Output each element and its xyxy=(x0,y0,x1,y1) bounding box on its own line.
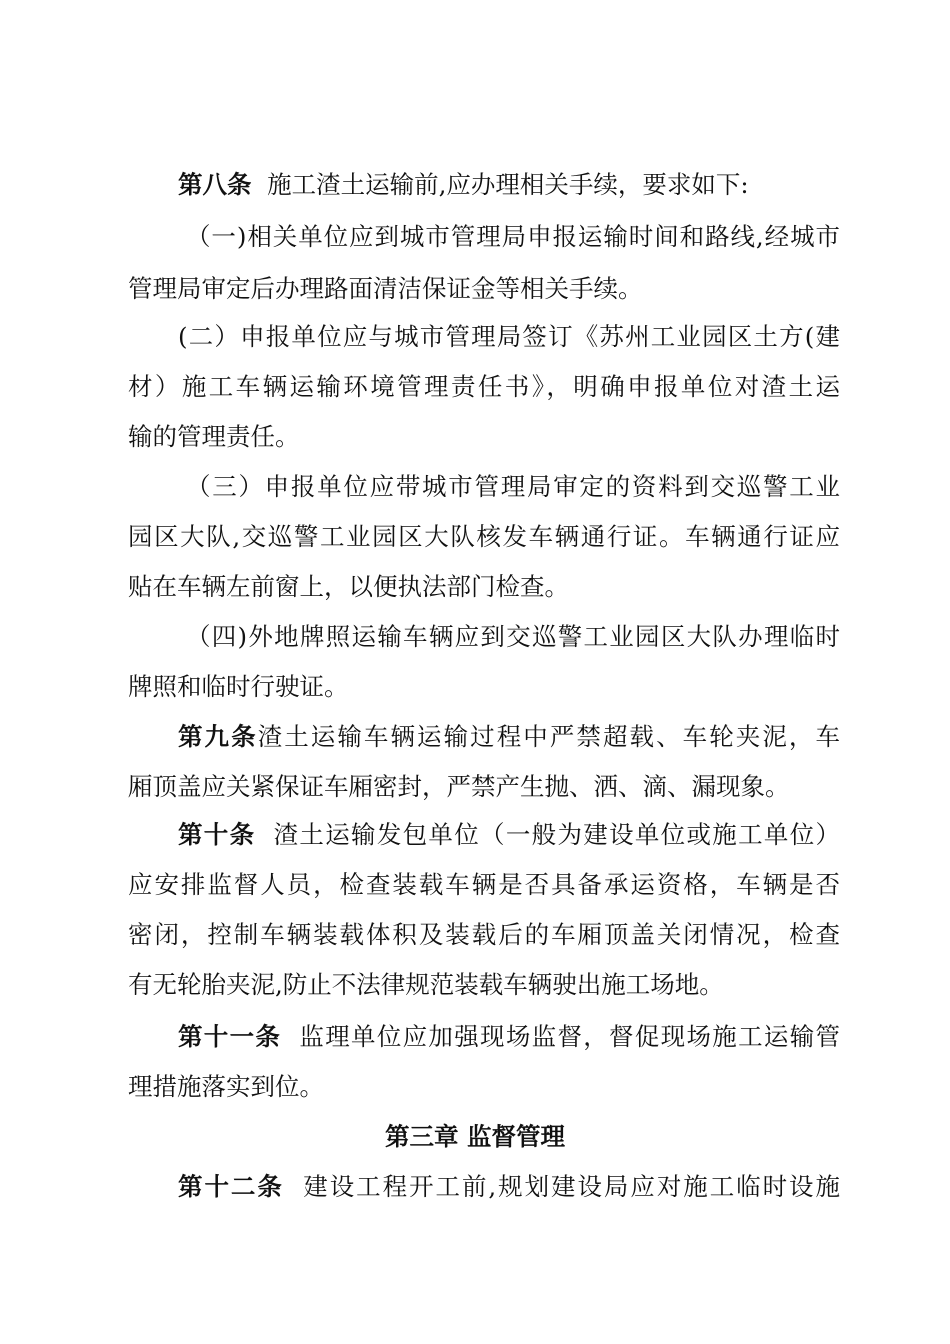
article-12-label: 第十二条 xyxy=(178,1172,284,1201)
article-9-text: 渣土运输车辆运输过程中严禁超载、车轮夹泥，车 xyxy=(257,722,840,751)
article-10-label: 第十条 xyxy=(178,820,256,849)
article-8-item-2-line-1: (二）申报单位应与城市管理局签订《苏州工业园区土方(建 xyxy=(178,322,840,351)
article-12-line-1 xyxy=(178,1162,840,1212)
article-9-line-2: 厢顶盖应关紧保证车厢密封，严禁产生抛、洒、滴、漏现象。 xyxy=(128,772,790,801)
article-8-line-1 xyxy=(178,160,840,210)
article-9-label: 第九条 xyxy=(178,722,258,751)
article-11-text: 监理单位应加强现场监督，督促现场施工运输管 xyxy=(299,1022,840,1051)
article-11-line-1 xyxy=(178,1012,840,1062)
article-8-item-4-line-1: （四)外地牌照运输车辆应到交巡警工业园区大队办理临时 xyxy=(186,622,840,651)
chapter-3-heading: 第三章 监督管理 xyxy=(384,1122,566,1151)
article-10-line-3: 密闭，控制车辆装载体积及装载后的车厢顶盖关闭情况，检查 xyxy=(128,920,840,949)
article-10-line-4: 有无轮胎夹泥,防止不法律规范装载车辆驶出施工场地。 xyxy=(128,970,724,999)
article-8-item-4-line-2: 牌照和临时行驶证。 xyxy=(128,672,349,701)
article-8-item-3-line-2: 园区大队,交巡警工业园区大队核发车辆通行证。车辆通行证应 xyxy=(128,522,840,551)
article-12-text: 建设工程开工前,规划建设局应对施工临时设施 xyxy=(303,1172,840,1201)
article-8-item-3-line-1: （三）申报单位应带城市管理局审定的资料到交巡警工业 xyxy=(186,472,840,501)
article-10-text: 渣土运输发包单位（一般为建设单位或施工单位） xyxy=(273,820,840,849)
article-8-item-1-line-1: （一)相关单位应到城市管理局申报运输时间和路线,经城市 xyxy=(186,222,840,251)
article-8-item-2-line-3: 输的管理责任。 xyxy=(128,422,300,451)
article-8-label: 第八条 xyxy=(178,170,252,199)
article-8-item-1-line-2: 管理局审定后办理路面清洁保证金等相关手续。 xyxy=(128,274,643,303)
article-10-line-2: 应安排监督人员，检查装载车辆是否具备承运资格，车辆是否 xyxy=(128,870,840,899)
article-8-item-2-line-2: 材）施工车辆运输环境管理责任书》，明确申报单位对渣土运 xyxy=(128,372,840,401)
article-11-line-2: 理措施落实到位。 xyxy=(128,1072,324,1101)
article-11-label: 第十一条 xyxy=(178,1022,282,1051)
article-10-line-1 xyxy=(178,810,840,860)
article-8-text: 施工渣土运输前,应办理相关手续，要求如下: xyxy=(267,170,749,199)
article-8-item-3-line-3: 贴在车辆左前窗上，以便执法部门检查。 xyxy=(128,572,569,601)
article-9-line-1 xyxy=(178,712,840,762)
